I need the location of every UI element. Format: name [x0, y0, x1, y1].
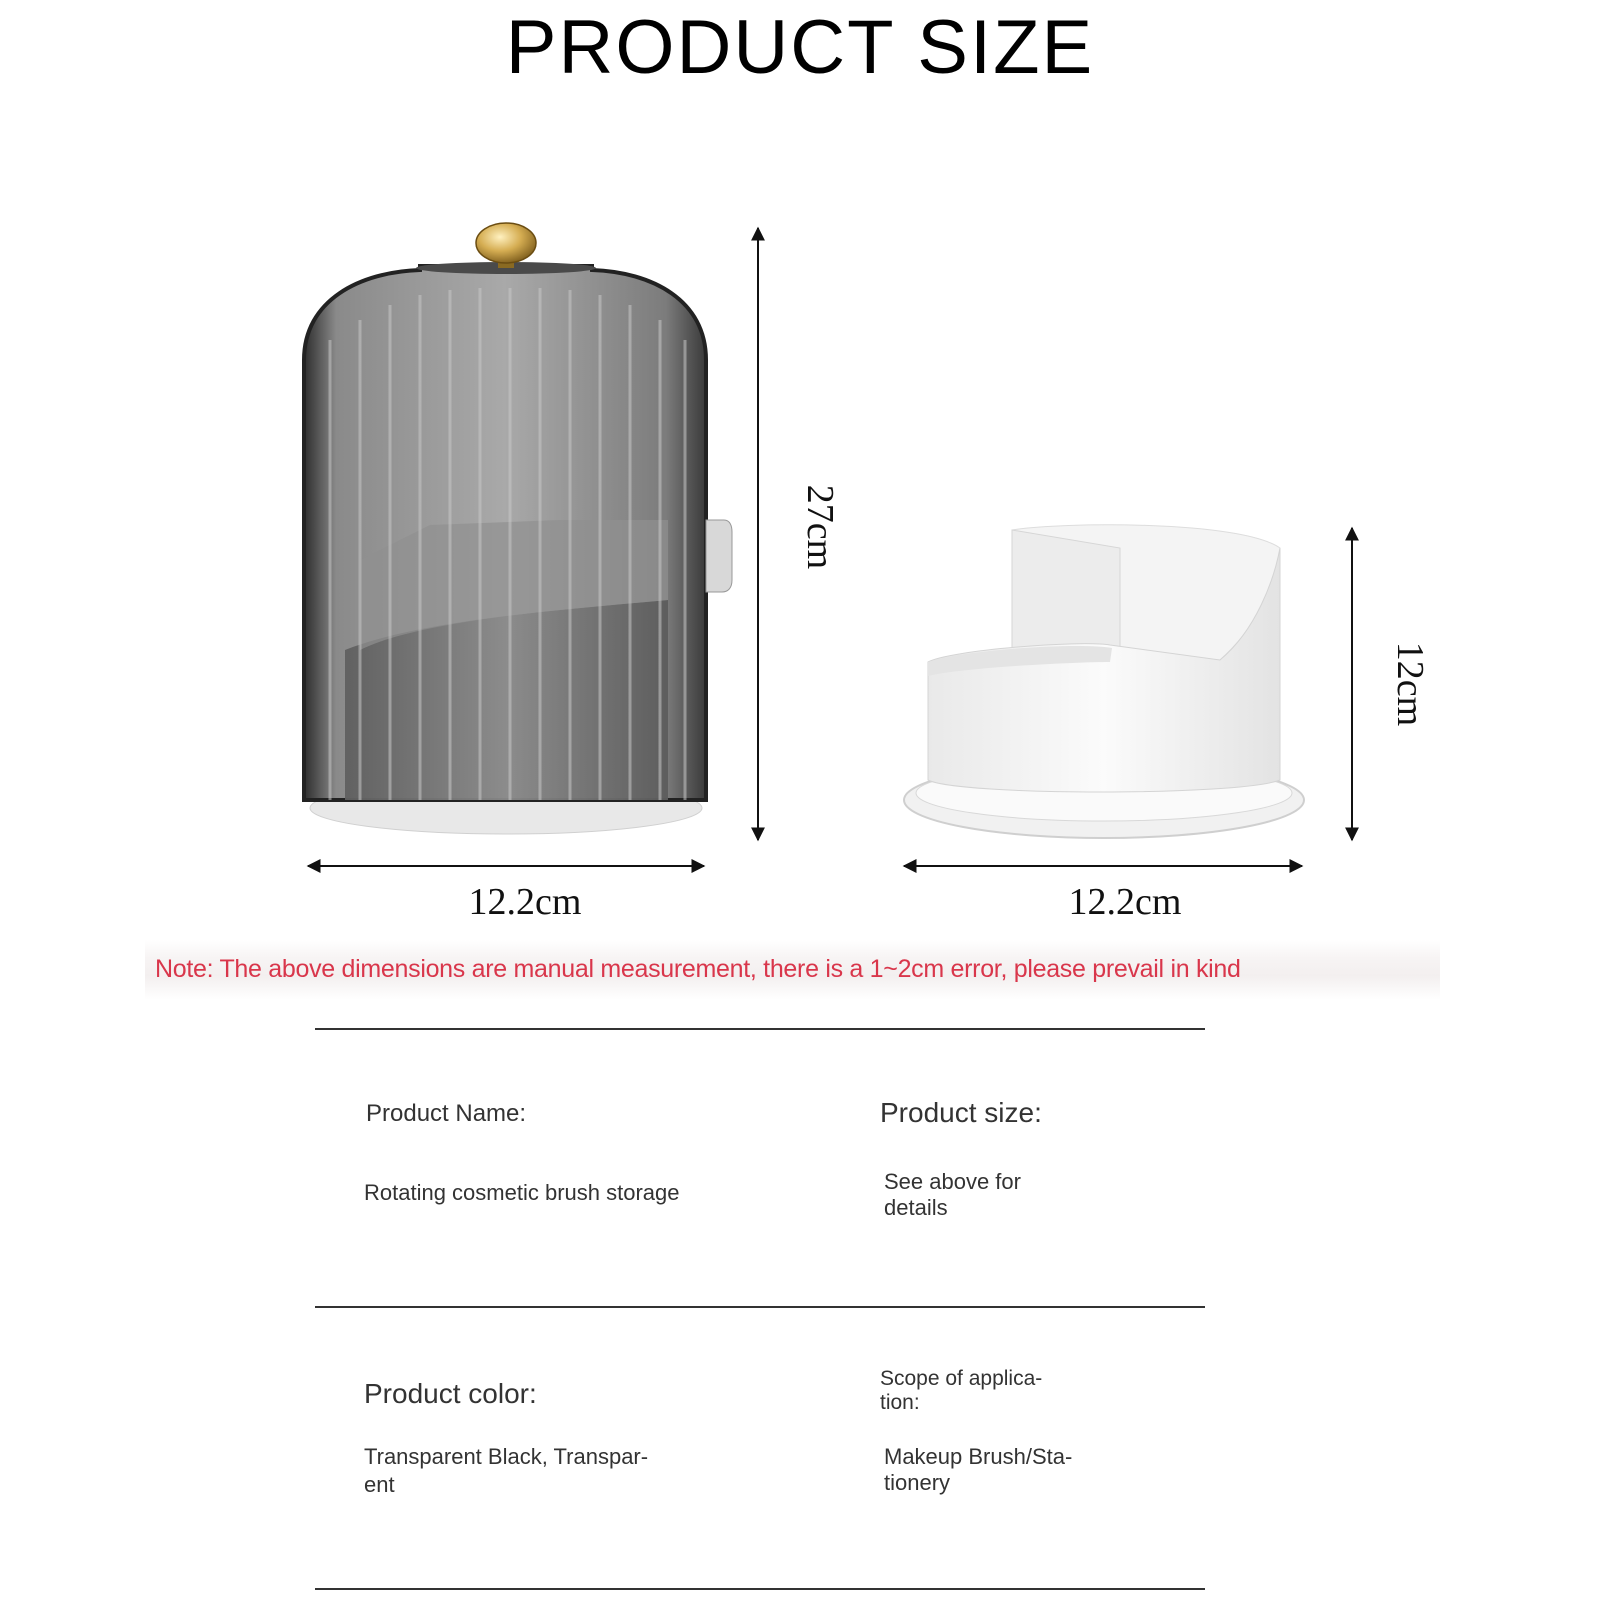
divider-bottom	[315, 1588, 1205, 1590]
dome-organizer-image	[304, 223, 732, 834]
product-size-label: Product size:	[880, 1097, 1042, 1128]
scope-value: Makeup Brush/Sta- tionery	[884, 1444, 1073, 1495]
scope-label: Scope of applica- tion:	[880, 1367, 1043, 1414]
divider-top	[315, 1028, 1205, 1030]
height-label-right: 12cm	[1389, 641, 1431, 727]
width-label-left: 12.2cm	[468, 881, 582, 923]
white-holder-image	[904, 525, 1304, 838]
product-color-value: Transparent Black, Transpar- ent	[364, 1444, 649, 1497]
page-title: PRODUCT SIZE	[505, 5, 1095, 90]
measurement-note: Note: The above dimensions are manual measurement, there is a 1~2cm error, please prevail in kind	[155, 955, 1241, 983]
width-label-right: 12.2cm	[1068, 881, 1182, 923]
height-label-left: 27cm	[799, 484, 841, 570]
product-color-label: Product color:	[364, 1378, 537, 1409]
divider-middle	[315, 1306, 1205, 1308]
product-size-value: See above for details	[884, 1169, 1021, 1220]
product-name-value: Rotating cosmetic brush storage	[364, 1180, 680, 1205]
product-name-label: Product Name:	[366, 1100, 527, 1127]
